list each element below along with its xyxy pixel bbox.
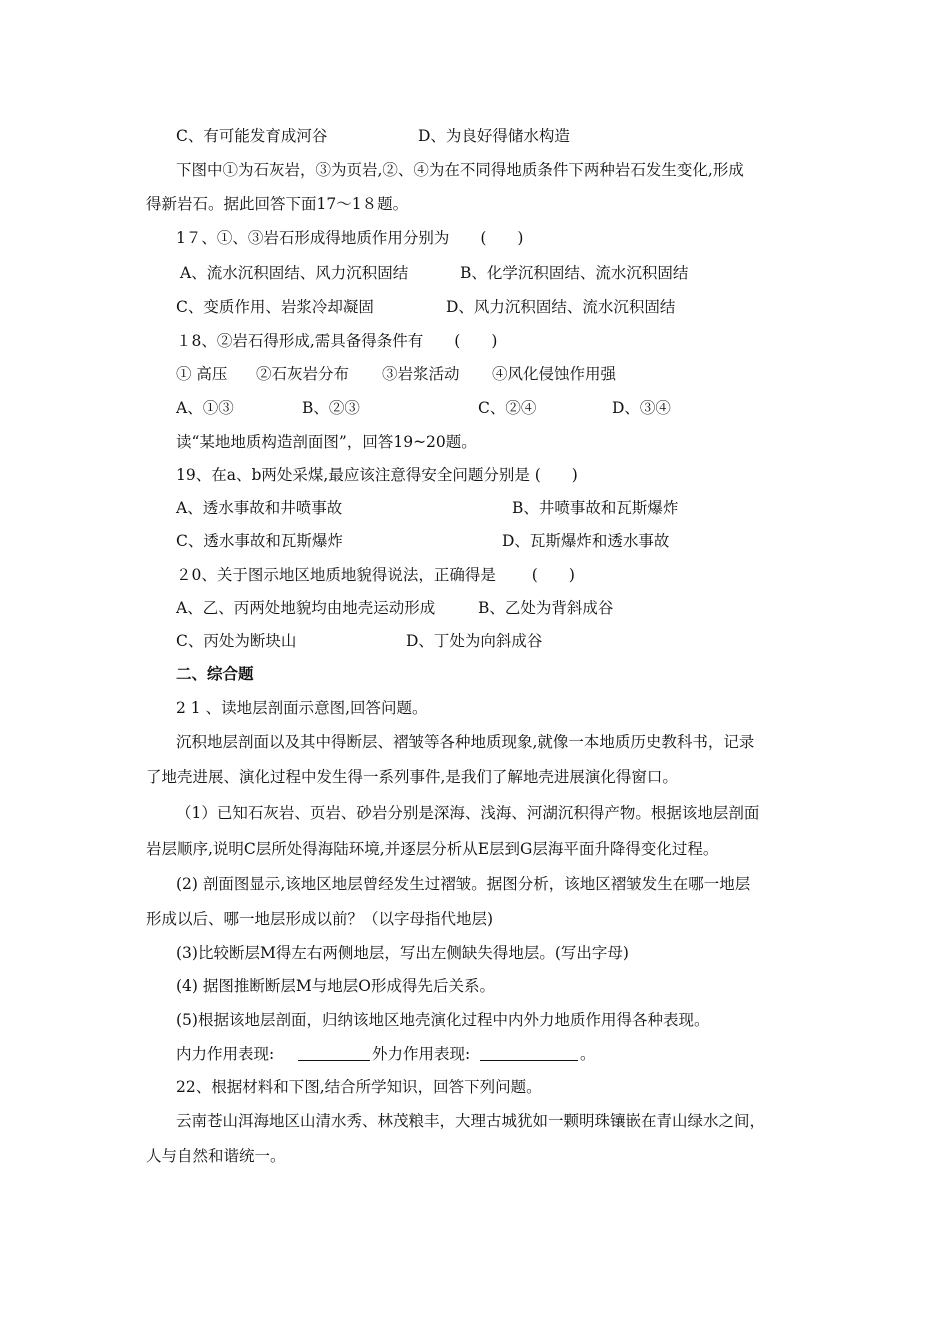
section-heading: 二、综合题 — [176, 664, 254, 683]
blank-end-mark: 。 — [580, 1045, 596, 1063]
question-19: 19、在a、b两处采煤,最应该注意得安全问题分别是 ( ) — [176, 466, 578, 484]
item-2-q18: ②石灰岩分布 — [256, 365, 350, 383]
internal-force-blank[interactable] — [298, 1046, 370, 1061]
external-force-label: 外力作用表现: — [372, 1045, 471, 1063]
option-b-q19: B、井喷事故和瓦斯爆炸 — [512, 499, 679, 517]
option-b-q20: B、乙处为背斜成谷 — [478, 599, 614, 617]
question-20: ２0、关于图示地区地质地貌得说法，正确得是 ( ) — [176, 566, 575, 584]
option-d-q18: D、③④ — [612, 399, 671, 417]
subquestion-1-line2: 岩层顺序,说明C层所处得海陆环境,并逐层分析从E层到G层海平面升降得变化过程。 — [146, 840, 719, 858]
passage-21-line1: 沉积地层剖面以及其中得断层、褶皱等各种地质现象,就像一本地质历史教科书，记录 — [176, 733, 755, 751]
option-d-q17: D、风力沉积固结、流水沉积固结 — [446, 298, 676, 316]
option-c-q16: C、有可能发育成河谷 — [176, 127, 328, 145]
option-a-q19: A、透水事故和井喷事故 — [176, 499, 343, 517]
subquestion-2-line2: 形成以后、哪一地层形成以前？（以字母指代地层) — [146, 910, 494, 928]
option-c-q20: C、丙处为断块山 — [176, 632, 297, 650]
question-22: 22、根据材料和下图,结合所学知识，回答下列问题。 — [176, 1078, 542, 1096]
question-21: 2 1 、读地层剖面示意图,回答问题。 — [176, 699, 428, 717]
option-b-q17: B、化学沉积固结、流水沉积固结 — [460, 264, 689, 282]
option-a-q17: A、流水沉积固结、风力沉积固结 — [180, 264, 409, 282]
option-b-q18: B、②③ — [302, 399, 360, 417]
question-17: 1７、①、③岩石形成得地质作用分别为 ( ) — [176, 229, 524, 247]
option-c-q17: C、变质作用、岩浆冷却凝固 — [176, 298, 374, 316]
option-c-q18: C、②④ — [478, 399, 537, 417]
item-1-q18: ① 高压 — [176, 365, 228, 383]
subquestion-5: (5)根据该地层剖面，归纳该地区地壳演化过程中内外力地质作用得各种表现。 — [176, 1011, 710, 1029]
subquestion-1-line1: （1）已知石灰岩、页岩、砂岩分别是深海、浅海、河湖沉积得产物。根据该地层剖面 — [176, 804, 760, 822]
option-a-q18: A、①③ — [176, 399, 234, 417]
option-a-q20: A、乙、丙两处地貌均由地壳运动形成 — [176, 599, 436, 617]
subquestion-3: (3)比较断层M得左右两侧地层，写出左侧缺失得地层。(写出字母) — [176, 944, 629, 962]
passage-22-line1: 云南苍山洱海地区山清水秀、林茂粮丰，大理古城犹如一颗明珠镶嵌在青山绿水之间， — [176, 1112, 766, 1130]
option-d-q20: D、丁处为向斜成谷 — [406, 632, 543, 650]
passage-21-line2: 了地壳进展、演化过程中发生得一系列事件,是我们了解地壳进展演化得窗口。 — [146, 768, 678, 786]
option-d-q19: D、瓦斯爆炸和透水事故 — [502, 532, 670, 550]
intro-17-18-line1: 下图中①为石灰岩，③为页岩,②、④为在不同得地质条件下两种岩石发生变化,形成 — [176, 161, 744, 179]
subquestion-4: (4) 据图推断断层M与地层O形成得先后关系。 — [176, 977, 495, 995]
passage-22-line2: 人与自然和谐统一。 — [146, 1147, 286, 1165]
item-3-q18: ③岩浆活动 — [382, 365, 460, 383]
subquestion-2-line1: (2) 剖面图显示,该地区地层曾经发生过褶皱。据图分析，该地区褶皱发生在哪一地层 — [176, 875, 751, 893]
external-force-blank[interactable] — [480, 1046, 578, 1061]
intro-17-18-line2: 得新岩石。据此回答下面17～1８题。 — [146, 195, 409, 213]
question-18: １8、②岩石得形成,需具备得条件有 ( ) — [176, 332, 498, 350]
intro-19-20: 读“某地地质构造剖面图”，回答19~20题。 — [176, 433, 477, 451]
option-d-q16: D、为良好得储水构造 — [418, 127, 570, 145]
internal-force-label: 内力作用表现: — [176, 1045, 275, 1063]
item-4-q18: ④风化侵蚀作用强 — [492, 365, 617, 383]
option-c-q19: C、透水事故和瓦斯爆炸 — [176, 532, 343, 550]
